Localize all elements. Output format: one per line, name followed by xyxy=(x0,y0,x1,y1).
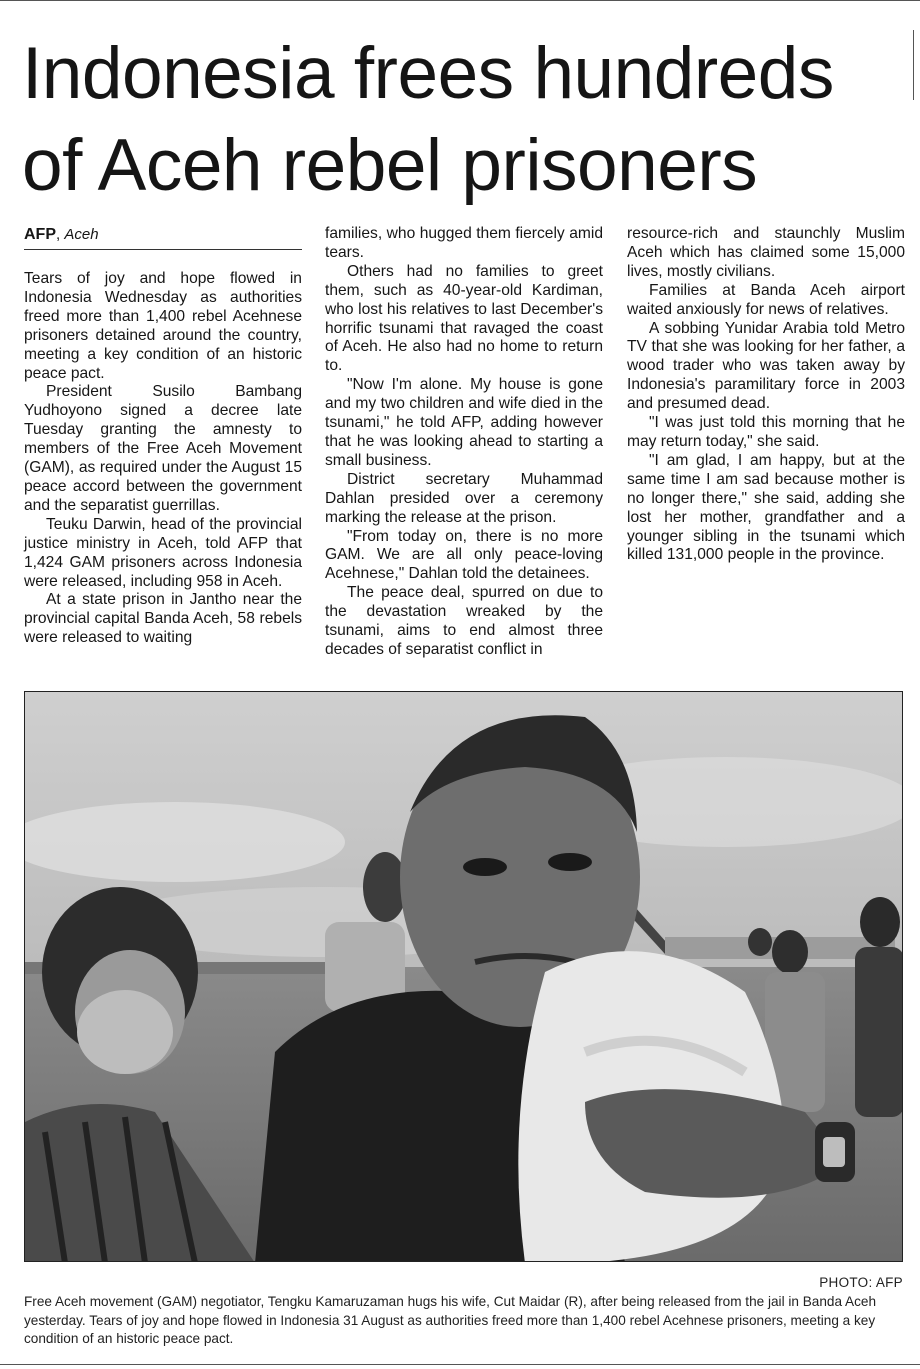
byline-place: Aceh xyxy=(64,226,99,243)
paragraph: President Susilo Bambang Yudhoyono signed a decree late Tuesday granting the amnesty to members of the Free Aceh Movement (GAM), as required under the August 15 peace accord between the government and the separatist guerrillas. xyxy=(24,383,302,514)
photo-credit: PHOTO: AFP xyxy=(819,1275,903,1290)
paragraph: A sobbing Yunidar Arabia told Metro TV that she was looking for her father, a wood trader who was taken away by Indonesia's paramilitary force in 2003 and presumed dead. xyxy=(627,319,905,413)
paragraph: resource-rich and staunchly Muslim Aceh which has claimed some 15,000 lives, mostly civilians. xyxy=(627,225,905,280)
paragraph: The peace deal, spurred on due to the devastation wreaked by the tsunami, aims to end almost three decades of separatist conflict in xyxy=(325,584,603,658)
paragraph: Tears of joy and hope flowed in Indonesia Wednesday as authorities freed more than 1,400 rebel Acehnese prisoners detained around the country, meeting a key condition of an historic peace pact. xyxy=(24,270,302,382)
article-column-3 xyxy=(627,225,905,565)
photo-caption: Free Aceh movement (GAM) negotiator, Tengku Kamaruzaman hugs his wife, Cut Maidar (R), after being released from the jail in Banda Aceh yesterday. Tears of joy and hope flowed in Indonesia 31 August as authorities freed more than 1,400 rebel Acehnese prisoners, meeting a key condition of an historic peace pact. xyxy=(24,1294,877,1346)
right-rule xyxy=(913,30,914,100)
paragraph: Teuku Darwin, head of the provincial justice ministry in Aceh, told AFP that 1,424 GAM prisoners across Indonesia were released, including 958 in Aceh. xyxy=(24,515,302,590)
paragraph: Families at Banda Aceh airport waited anxiously for news of relatives. xyxy=(627,281,905,318)
top-rule xyxy=(0,0,920,1)
paragraph: "Now I'm alone. My house is gone and my two children and wife died in the tsunami," he told AFP, adding however that he was looking ahead to starting a small business. xyxy=(325,376,603,469)
news-photo xyxy=(24,691,903,1262)
paragraph: "From today on, there is no more GAM. We are all only peace-loving Acehnese," Dahlan told the detainees. xyxy=(325,527,603,583)
bottom-rule xyxy=(0,1364,920,1365)
paragraph: "I am glad, I am happy, but at the same time I am sad because mother is no longer there," she said, adding she lost her mother, grandfather and a younger sibling in the tsunami which killed 131,000 people in the province. xyxy=(627,451,905,564)
paragraph: District secretary Muhammad Dahlan presided over a ceremony marking the release at the prison. xyxy=(325,470,603,526)
byline-agency: AFP xyxy=(24,226,56,243)
byline-separator: , xyxy=(56,226,61,243)
byline-rule xyxy=(24,249,302,250)
article-column-2 xyxy=(325,225,603,660)
byline xyxy=(24,225,302,245)
headline: Indonesia frees hundreds of Aceh rebel prisoners xyxy=(22,33,834,206)
news-photo-illustration xyxy=(25,692,903,1262)
paragraph: families, who hugged them fiercely amid tears. xyxy=(325,225,603,261)
paragraph: At a state prison in Jantho near the provincial capital Banda Aceh, 58 rebels were released to waiting xyxy=(24,591,302,647)
paragraph: Others had no families to greet them, such as 40-year-old Kardiman, who lost his relatives to last December's horrific tsunami that ravaged the coast of Aceh. He also had no home to return to. xyxy=(325,262,603,375)
article-column-1 xyxy=(24,225,302,648)
paragraph: "I was just told this morning that he may return today," she said. xyxy=(627,414,905,450)
